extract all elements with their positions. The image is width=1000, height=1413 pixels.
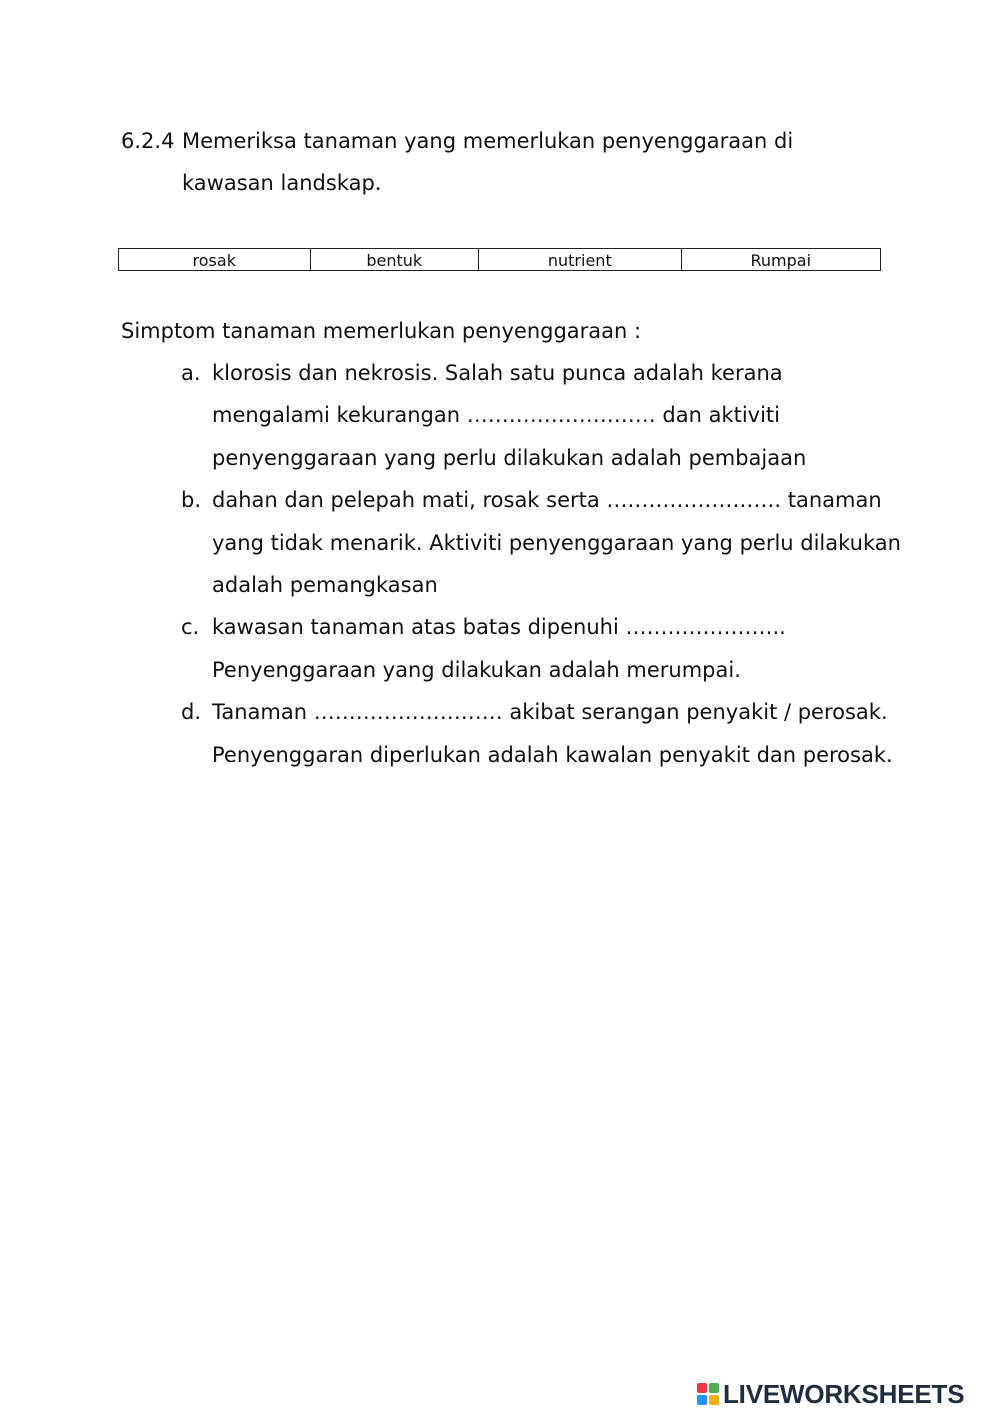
list-item-b	[181, 479, 901, 606]
list-item-d	[181, 691, 901, 776]
logo-block-v	[697, 1395, 707, 1405]
logo-text: LIVEWORKSHEETS	[723, 1378, 965, 1409]
word-bank-table	[118, 248, 881, 271]
symptoms-list	[181, 352, 901, 776]
list-item-c	[181, 606, 901, 691]
symptoms-intro: Simptom tanaman memerlukan penyenggaraan :	[121, 319, 642, 343]
item-marker: c.	[181, 615, 200, 640]
item-text: dahan dan pelepah mati, rosak serta ……………………. tanaman yang tidak menarik. Aktiviti penyenggaraan yang perlu dilakukan adalah pemangkasan	[212, 488, 901, 598]
item-text: klorosis dan nekrosis. Salah satu punca adalah kerana mengalami kekurangan ……………………… dan aktiviti penyenggaraan yang perlu dilakukan adalah pembajaan	[212, 361, 807, 470]
item-marker: a.	[181, 361, 201, 385]
word-bank-cell-rosak[interactable]: rosak	[119, 249, 311, 270]
logo-block-i	[709, 1383, 719, 1393]
section-heading	[121, 120, 841, 204]
word-bank-cell-bentuk[interactable]: bentuk	[311, 249, 480, 270]
logo-block-e	[709, 1395, 719, 1405]
item-text: Tanaman ……………………… akibat serangan penyakit / perosak. Penyenggaran diperlukan adalah kawalan penyakit dan perosak.	[212, 700, 893, 767]
logo-blocks-icon	[697, 1383, 719, 1405]
list-item-a	[181, 352, 901, 479]
item-marker: b.	[181, 488, 202, 513]
section-number: 6.2.4	[121, 129, 175, 153]
heading-line-2: kawasan landskap.	[182, 171, 382, 195]
word-bank-cell-rumpai[interactable]: Rumpai	[750, 251, 812, 270]
heading-line-1	[121, 120, 841, 162]
item-text: kawasan tanaman atas batas dipenuhi ………………….. Penyenggaraan yang dilakukan adalah merumpai.	[212, 615, 786, 682]
logo-block-l	[697, 1383, 707, 1393]
heading-title: Memeriksa tanaman yang memerlukan penyenggaraan di	[182, 129, 794, 153]
word-bank-cell-nutrient[interactable]: nutrient	[479, 249, 681, 270]
item-marker: d.	[181, 700, 202, 725]
liveworksheets-logo	[697, 1379, 964, 1409]
